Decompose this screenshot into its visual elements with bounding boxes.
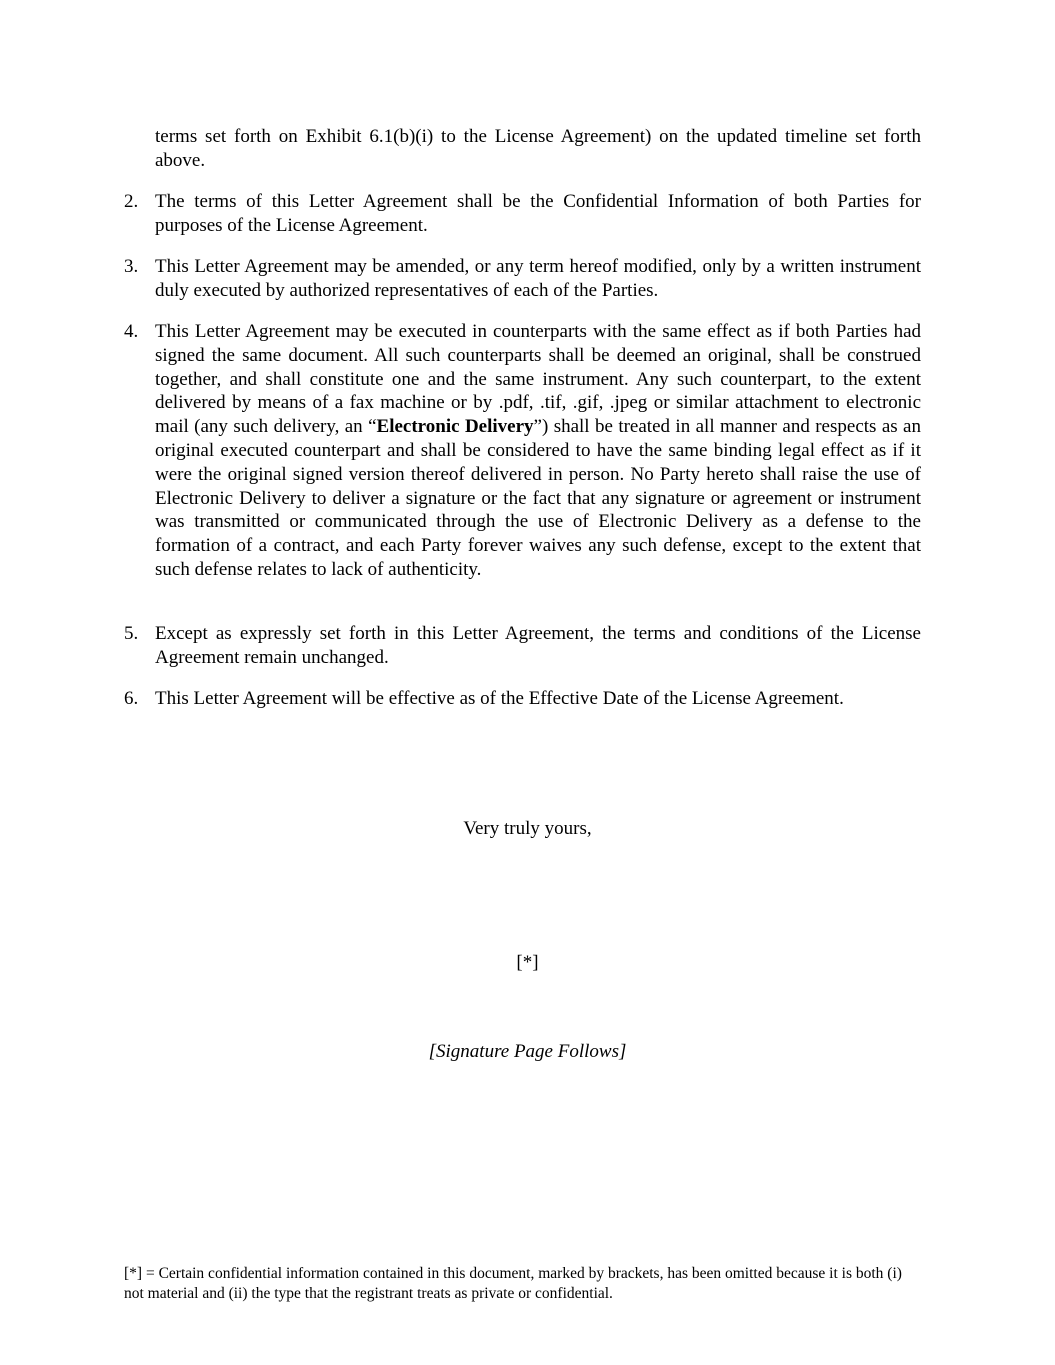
continued-paragraph: terms set forth on Exhibit 6.1(b)(i) to the License Agreement) on the updated timeline set forth above. <box>155 126 921 171</box>
redacted-signatory: [*] <box>516 952 539 973</box>
defined-term: Electronic Delivery <box>376 416 534 438</box>
redaction-footnote: [*] = Certain confidential information contained in this document, marked by brackets, has been omitted because it is both (i) not material and (ii) the type that the registrant treats as private or confidential. <box>124 1265 902 1302</box>
list-item-number: 5. <box>124 623 139 644</box>
list-item-text: This Letter Agreement will be effective as of the Effective Date of the License Agreement. <box>155 688 844 709</box>
list-item-text: Except as expressly set forth in this Letter Agreement, the terms and conditions of the License Agreement remain unchanged. <box>155 623 921 668</box>
list-item-number: 4. <box>124 321 139 342</box>
list-item-number: 2. <box>124 191 139 212</box>
closing-salutation: Very truly yours, <box>463 818 592 839</box>
list-item-number: 3. <box>124 256 139 277</box>
signature-page-note: [Signature Page Follows] <box>428 1041 627 1062</box>
list-item-text-part: ”) shall be treated in all manner and respects as an original executed counterpart and shall be considered to have the same binding legal effect as if it were the original signed version thereof delivered in person. No Party hereto shall raise the use of Electronic Delivery to deliver a signature or the fact that any signature or agreement or instrument was transmitted or communicated through the use of Electronic Delivery as a defense to the formation of a contract, and each Party forever waives any such defense, except to the extent that such defense relates to lack of authenticity. <box>155 416 921 580</box>
list-item-text: The terms of this Letter Agreement shall be the Confidential Information of both Parties for purposes of the License Agreement. <box>155 191 921 236</box>
list-item-text-part: This Letter Agreement may be executed in counterparts with the same effect as if both Parties had signed the same document. All such counterparts shall be deemed an original, shall be construed together, and shall constitute one and the same instrument. Any such counterpart, to the extent delivered by means of a fax machine or by .pdf, .tif, .gif, .jpeg or similar attachment to electronic mail (any such delivery, an “ <box>155 321 921 438</box>
list-item-text: This Letter Agreement may be amended, or any term hereof modified, only by a written instrument duly executed by authorized representatives of each of the Parties. <box>155 256 921 301</box>
list-item-number: 6. <box>124 688 139 709</box>
list-item-text <box>155 320 921 582</box>
